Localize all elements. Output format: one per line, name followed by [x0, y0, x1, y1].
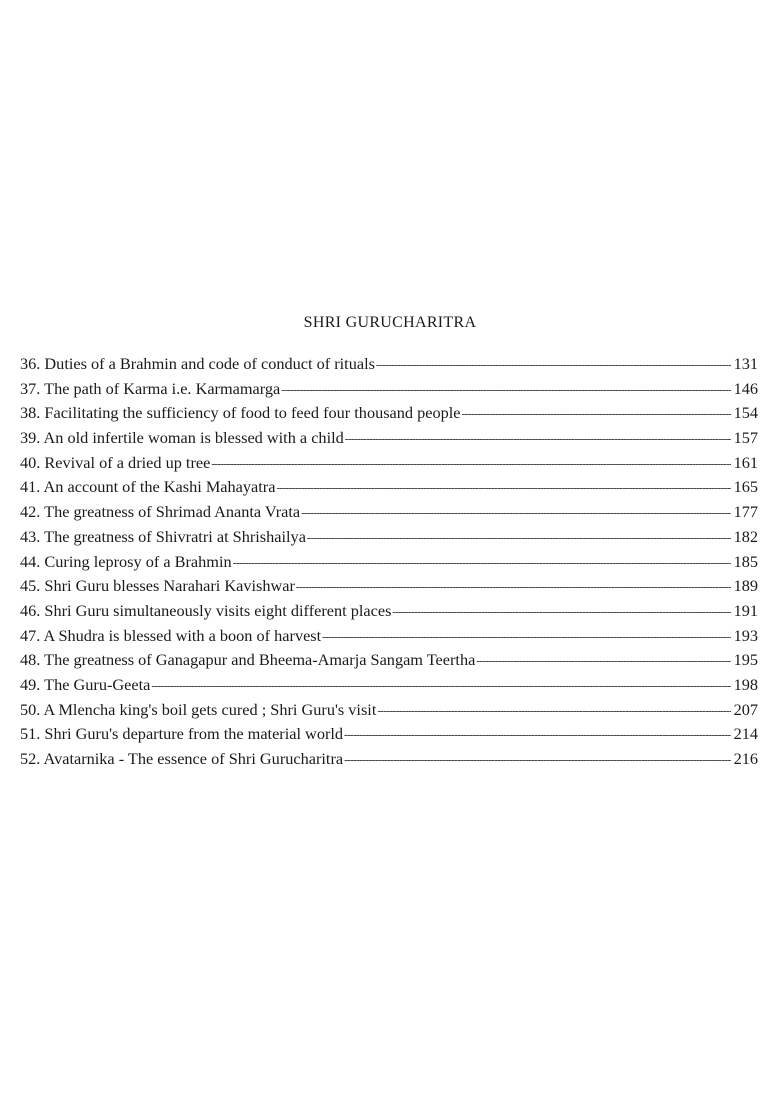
toc-entry — [20, 379, 758, 404]
running-head: SHRI GURUCHARITRA — [303, 314, 477, 331]
toc-entry-title: 42. The greatness of Shrimad Ananta Vrata — [20, 502, 301, 522]
dot-leader — [211, 458, 730, 470]
toc-entry-title: 50. A Mlencha king's boil gets cured ; Shri Guru's visit — [20, 699, 377, 719]
toc-entry-title: 49. The Guru-Geeta — [20, 674, 151, 694]
toc-entry-page: 191 — [733, 600, 758, 620]
toc-entry-page: 161 — [733, 452, 758, 472]
table-of-contents — [20, 354, 758, 774]
toc-entry — [20, 552, 758, 577]
toc-entry-title: 46. Shri Guru simultaneously visits eight different places — [20, 600, 392, 620]
toc-entry — [20, 724, 758, 749]
toc-entry-title: 51. Shri Guru's departure from the material world — [20, 724, 344, 744]
toc-entry-title: 38. Facilitating the sufficiency of food to feed four thousand people — [20, 403, 461, 423]
dot-leader — [322, 631, 730, 643]
toc-entry-page: 157 — [733, 428, 758, 448]
toc-entry-page: 216 — [733, 749, 758, 768]
toc-entry-title: 39. An old infertile woman is blessed with a child — [20, 428, 344, 448]
dot-leader — [301, 507, 730, 519]
dot-leader — [476, 655, 730, 667]
toc-entry-page: 189 — [733, 576, 758, 596]
toc-entry — [20, 527, 758, 552]
toc-entry-page: 146 — [733, 378, 758, 398]
toc-entry — [20, 601, 758, 626]
dot-leader — [307, 532, 731, 544]
dot-leader — [392, 606, 730, 618]
dot-leader — [151, 680, 730, 692]
toc-entry-title: 44. Curing leprosy of a Brahmin — [20, 551, 232, 571]
toc-entry-title: 37. The path of Karma i.e. Karmamarga — [20, 378, 281, 398]
toc-entry-page: 193 — [733, 625, 758, 645]
toc-entry-page: 214 — [733, 724, 758, 744]
toc-entry-page: 131 — [733, 354, 758, 373]
dot-leader — [377, 705, 730, 717]
toc-entry — [20, 700, 758, 725]
dot-leader — [281, 384, 730, 396]
toc-entry-page: 185 — [733, 551, 758, 571]
toc-entry — [20, 403, 758, 428]
dot-leader — [376, 359, 731, 371]
toc-entry-title: 47. A Shudra is blessed with a boon of harvest — [20, 625, 322, 645]
toc-entry — [20, 749, 758, 774]
toc-entry-title: 45. Shri Guru blesses Narahari Kavishwar — [20, 576, 295, 596]
dot-leader — [345, 433, 731, 445]
dot-leader — [276, 482, 730, 494]
toc-entry-page: 207 — [733, 699, 758, 719]
toc-entry-title: 40. Revival of a dried up tree — [20, 452, 211, 472]
toc-entry — [20, 354, 758, 379]
dot-leader — [344, 729, 731, 741]
toc-entry — [20, 453, 758, 478]
toc-entry — [20, 576, 758, 601]
dot-leader — [344, 754, 730, 766]
toc-entry-title: 41. An account of the Kashi Mahayatra — [20, 477, 276, 497]
toc-entry-title: 36. Duties of a Brahmin and code of conduct of rituals — [20, 354, 375, 373]
toc-entry — [20, 477, 758, 502]
toc-entry-page: 154 — [733, 403, 758, 423]
toc-entry — [20, 502, 758, 527]
toc-entry — [20, 428, 758, 453]
toc-entry-page: 182 — [733, 526, 758, 546]
toc-entry — [20, 626, 758, 651]
toc-entry — [20, 675, 758, 700]
toc-entry-page: 165 — [733, 477, 758, 497]
toc-entry-page: 195 — [733, 650, 758, 670]
toc-entry-title: 48. The greatness of Ganagapur and Bheema-Amarja Sangam Teertha — [20, 650, 476, 670]
dot-leader — [462, 408, 731, 420]
toc-entry-title: 43. The greatness of Shivratri at Shrishailya — [20, 526, 306, 546]
toc-entry-title: 52. Avatarnika - The essence of Shri Gurucharitra — [20, 749, 344, 768]
toc-entry — [20, 650, 758, 675]
toc-entry-page: 177 — [733, 502, 758, 522]
toc-entry-page: 198 — [733, 674, 758, 694]
dot-leader — [233, 557, 731, 569]
dot-leader — [296, 581, 731, 593]
